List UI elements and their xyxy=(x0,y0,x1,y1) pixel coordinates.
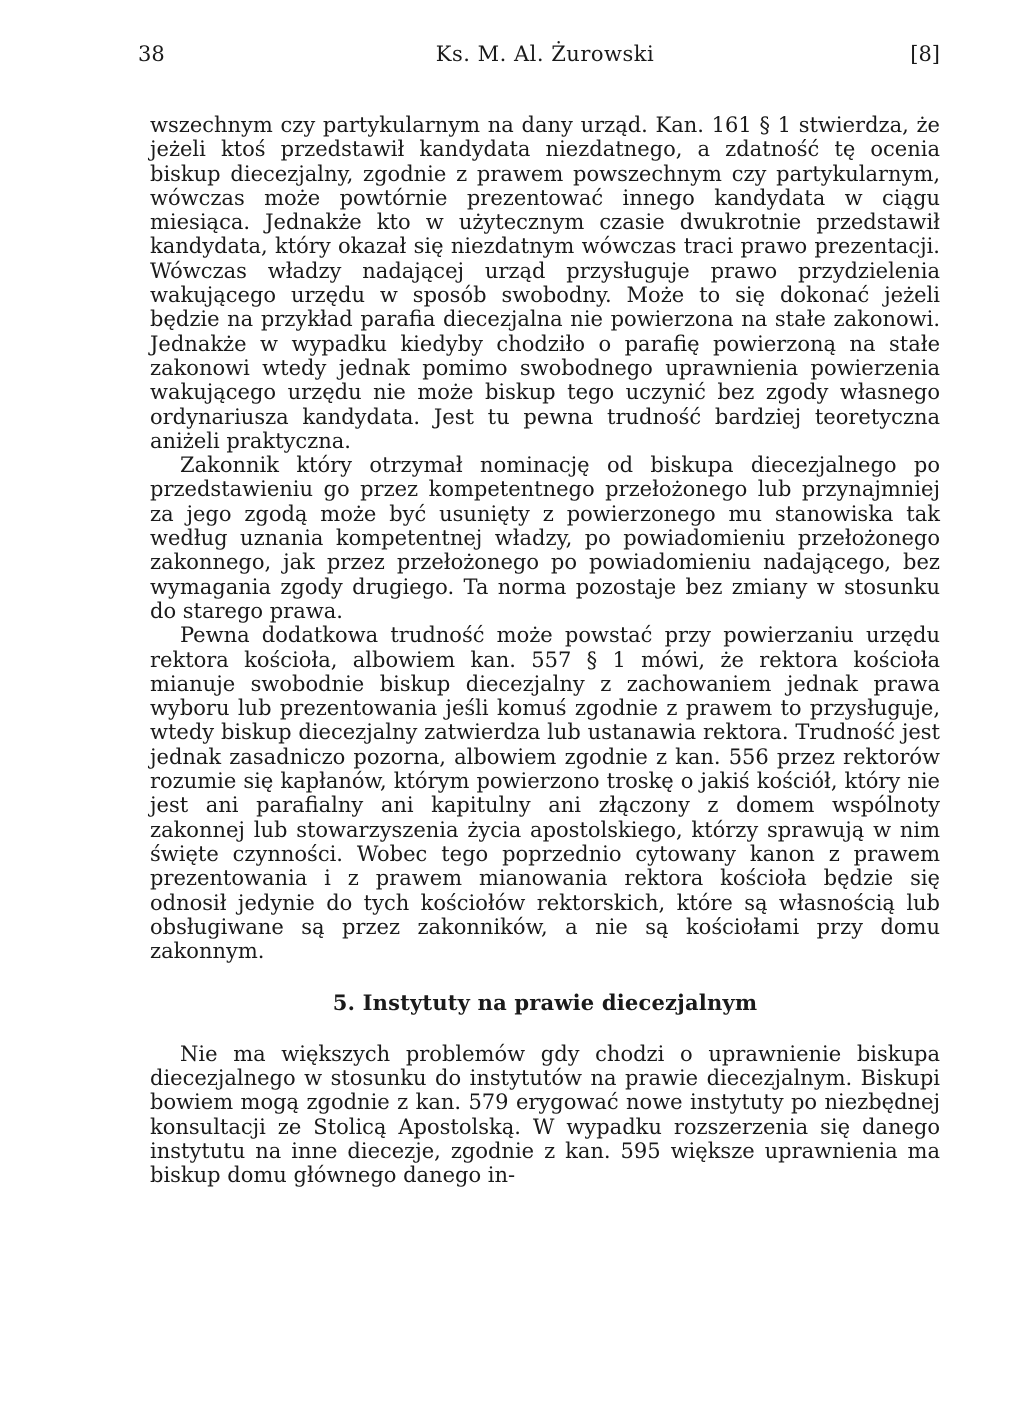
paragraph: Zakonnik który otrzymał nominację od biskupa diecezjalnego po przedstawieniu go przez kompetentnego przełożonego lub przynajmniej za jego zgodą może być usunięty z powierzonego mu stanowiska tak według uznania kompetentnej władzy, po powiadomieniu przełożonego zakonnego, jak przez przełożonego po powiadomieniu nadającego, bez wymagania zgody drugiego. Ta norma pozostaje bez zmiany w stosunku do starego prawa. xyxy=(150,453,940,623)
paragraph-continued: wszechnym czy partykularnym na dany urząd. Kan. 161 § 1 stwierdza, że jeżeli ktoś przedstawił kandydata niezdatnego, a zdatność tę ocenia biskup diecezjalny, zgodnie z prawem powszechnym czy partykularnym, wówczas może powtórnie prezentować innego kandydata w ciągu miesiąca. Jednakże kto w użytecznym czasie dwukrotnie przedstawił kandydata, który okazał się niezdatnym wówczas traci prawo prezentacji. Wówczas władzy nadającej urząd przysługuje prawo przydzielenia wakującego urzędu w sposób swobodny. Może to się dokonać jeżeli będzie na przykład parafia diecezjalna nie powierzona na stałe zakonowi. Jednakże w wypadku kiedyby chodziło o parafię powierzoną na stałe zakonowi wtedy jednak pomimo swobodnego uprawnienia powierzenia wakującego urzędu nie może biskup tego uczynić bez zgody własnego ordynariusza kandydata. Jest tu pewna trudność bardziej teoretyczna aniżeli praktyczna. xyxy=(150,113,940,453)
paragraph: Nie ma większych problemów gdy chodzi o uprawnienie biskupa diecezjalnego w stosunku do instytutów na prawie diecezjalnym. Biskupi bowiem mogą zgodnie z kan. 579 erygować nowe instytuty po niezbędnej konsultacji ze Stolicą Apostolską. W wypadku rozszerzenia się danego instytutu na inne diecezje, zgodnie z kan. 595 większe uprawnienia ma biskup domu głównego danego in- xyxy=(150,1041,940,1188)
running-header xyxy=(138,42,940,72)
paragraph: Pewna dodatkowa trudność może powstać przy powierzaniu urzędu rektora kościoła, albowiem kan. 557 § 1 mówi, że rektora kościoła mianuje swobodnie biskup diecezjalny z zachowaniem jednak prawa wyboru lub prezentowania jeśli komuś zgodnie z prawem to przysługuje, wtedy biskup diecezjalny zatwierdza lub ustanawia rektora. Trudność jest jednak zasadniczo pozorna, albowiem zgodnie z kan. 556 przez rektorów rozumie się kapłanów, którym powierzono troskę o jakiś kościół, który nie jest ani parafialny ani kapitulny ani złączony z domem wspólnoty zakonnej lub stowarzyszenia życia apostolskiego, którzy sprawują w nim święte czynności. Wobec tego poprzednio cytowany kanon z prawem prezentowania i z prawem mianowania rektora kościoła będzie się odnosił jedynie do tych kościołów rektorskich, które są własnością lub obsługiwane są przez zakonników, a nie są kościołami przy domu zakonnym. xyxy=(150,623,940,964)
section-heading: 5. Instytuty na prawie diecezjalnym xyxy=(332,990,758,1016)
body-text xyxy=(150,113,940,1187)
page-number: 38 xyxy=(138,42,165,66)
section-mark: [8] xyxy=(910,42,940,66)
running-title: Ks. M. Al. Żurowski xyxy=(435,42,655,66)
